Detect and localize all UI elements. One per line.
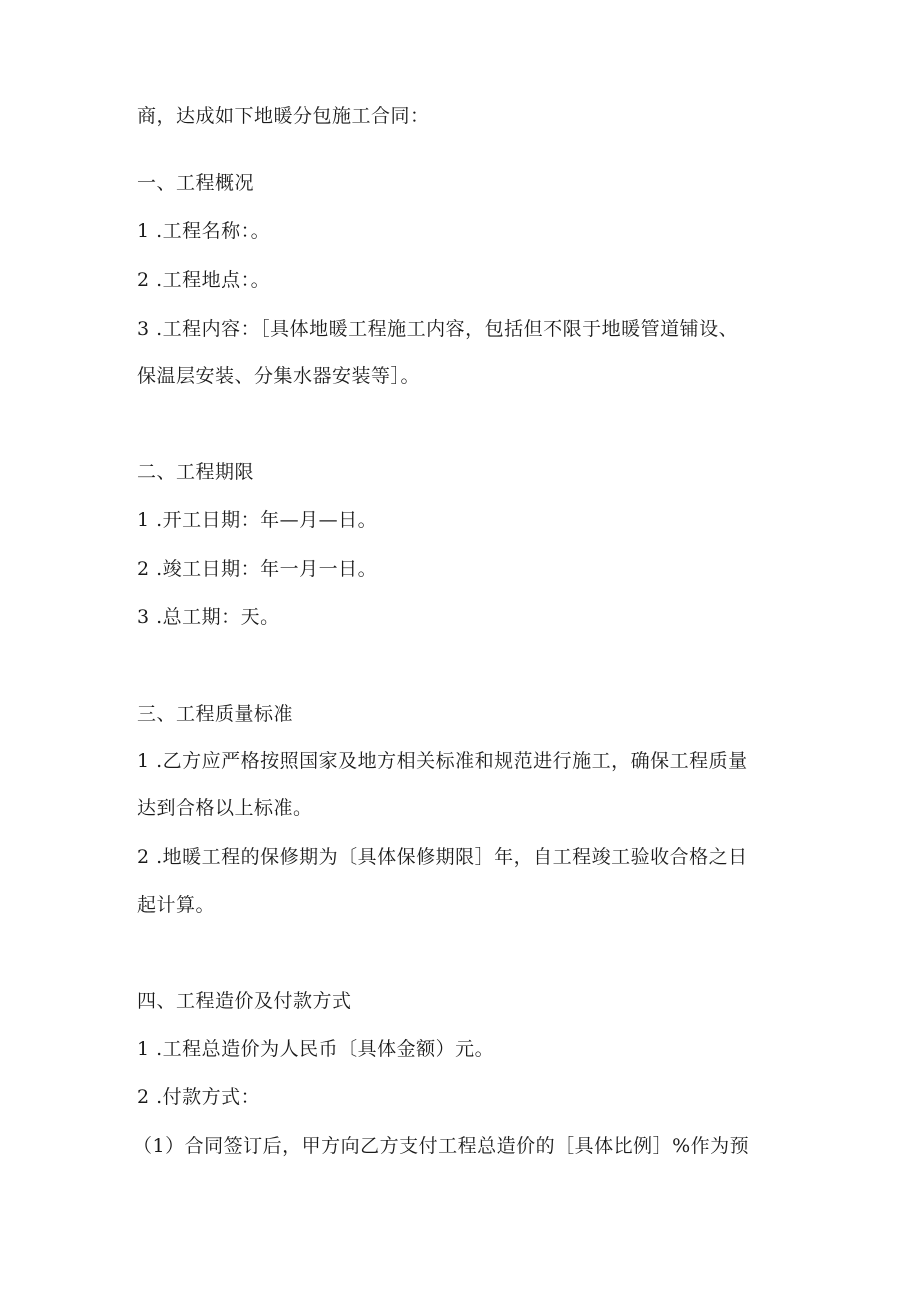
section-heading-overview: 一、工程概况: [137, 172, 255, 194]
warranty-item-line1: 2 .地暖工程的保修期为〔具体保修期限］年，自工程竣工验收合格之日: [137, 846, 748, 868]
intro-text: 商，达成如下地暖分包施工合同：: [137, 105, 430, 127]
section-heading-duration: 二、工程期限: [137, 461, 255, 483]
payment-method-item: 2 .付款方式：: [137, 1086, 261, 1108]
project-content-item-line2: 保温层安装、分集水器安装等］。: [137, 365, 421, 387]
completion-date-item: 2 .竣工日期：年一月一日。: [137, 558, 378, 580]
total-price-item: 1 .工程总造价为人民币〔具体金额）元。: [137, 1038, 495, 1060]
project-location-item: 2 .工程地点：。: [137, 269, 271, 291]
project-content-item-line1: 3 .工程内容：［具体地暖工程施工内容，包括但不限于地暖管道铺设、: [137, 318, 739, 340]
total-duration-item: 3 .总工期：天。: [137, 606, 280, 628]
quality-standard-item-line1: 1 .乙方应严格按照国家及地方相关标准和规范进行施工，确保工程质量: [137, 750, 748, 772]
warranty-item-line2: 起计算。: [137, 894, 216, 916]
project-name-item: 1 .工程名称：。: [137, 220, 271, 242]
section-heading-quality: 三、工程质量标准: [137, 703, 294, 725]
start-date-item: 1 .开工日期：年—月—日。: [137, 509, 378, 531]
quality-standard-item-line2: 达到合格以上标准。: [137, 797, 313, 819]
section-heading-payment: 四、工程造价及付款方式: [137, 990, 352, 1012]
payment-sub-item-1: （1）合同签订后，甲方向乙方支付工程总造价的［具体比例］%作为预: [133, 1135, 750, 1157]
